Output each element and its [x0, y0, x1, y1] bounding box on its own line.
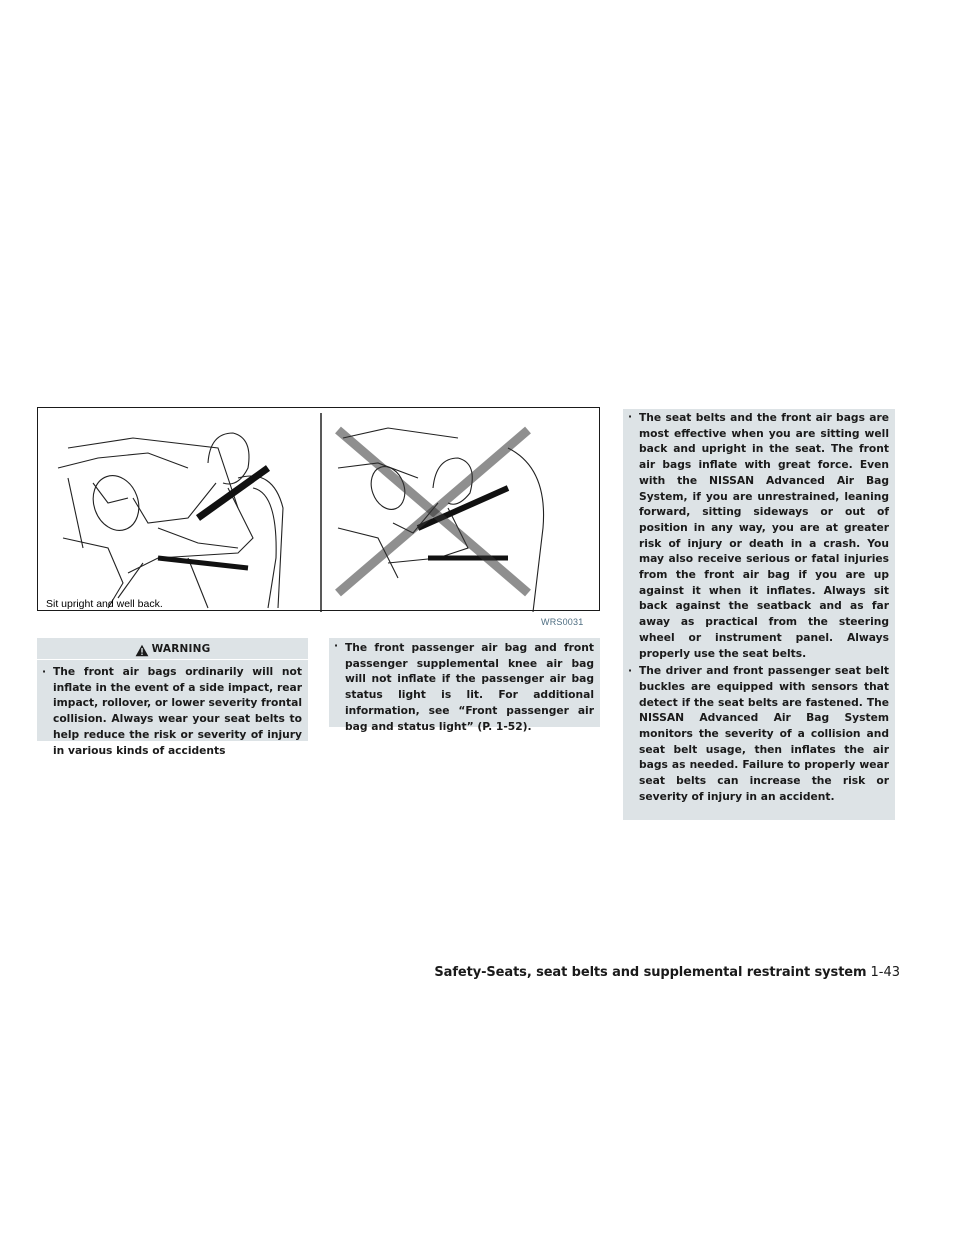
illustration-drawing	[38, 408, 601, 612]
warning-item-text: The driver and front passenger seat belt buckles are equipped with sensors that detect if the seat belts are fastened. The NISSAN Advanced Air Bag System monitors the severity of a collision and seat belt usage, then inflates the air bags as needed. Failure to properly wear seat belts can increase the risk or severity of injury in an accident.	[639, 664, 889, 803]
bullet: ·	[42, 665, 47, 678]
bullet: ·	[628, 410, 633, 423]
warning-item	[623, 663, 895, 804]
seating-position-illustration	[37, 407, 600, 611]
warning-box	[37, 638, 308, 757]
bullet: ·	[334, 639, 339, 652]
page-number: 1-43	[870, 965, 900, 980]
warning-box-continued	[329, 638, 600, 733]
bullet: ·	[628, 664, 633, 678]
page-footer	[420, 965, 900, 980]
section-title: Safety-Seats, seat belts and supplemental restraint system	[434, 965, 867, 980]
warning-heading	[37, 638, 308, 659]
warning-item	[37, 664, 308, 758]
warning-box-continued	[623, 409, 895, 820]
warning-item	[329, 638, 600, 734]
warning-divider	[37, 659, 308, 660]
warning-item-text: The seat belts and the front air bags are most effective when you are sitting well back and upright in the seat. The front air bags inflate with great force. Even with the NISSAN Advanced Air Bag System, if you are unrestrained, leaning forward, sitting sideways or out of position in any way, you are at greater risk of injury or death in a crash. You may also receive serious or fatal injuries from the front air bag if you are up against it when it inflates. Always sit back against the seatback and as far away as practical from the steering wheel or instrument panel. Always properly use the seat belts.	[639, 411, 889, 660]
warning-heading-text: WARNING	[151, 643, 211, 656]
warning-item-text: The front passenger air bag and front passenger supplemental knee air bag will not inflate if the passenger air bag status light is lit. For additional information, see “Front passenger air bag and status light” (P. 1-52).	[345, 641, 594, 733]
figure-code: WRS0031	[541, 617, 584, 627]
warning-triangle-icon	[135, 644, 149, 657]
figure-caption: Sit upright and well back.	[46, 598, 163, 610]
warning-item-text: The front air bags ordinarily will not inflate in the event of a side impact, rear impact, rollover, or lower severity frontal collision. Always wear your seat belts to help reduce the risk or severity of injury in various kinds of accidents	[53, 665, 302, 757]
warning-item	[623, 409, 895, 661]
